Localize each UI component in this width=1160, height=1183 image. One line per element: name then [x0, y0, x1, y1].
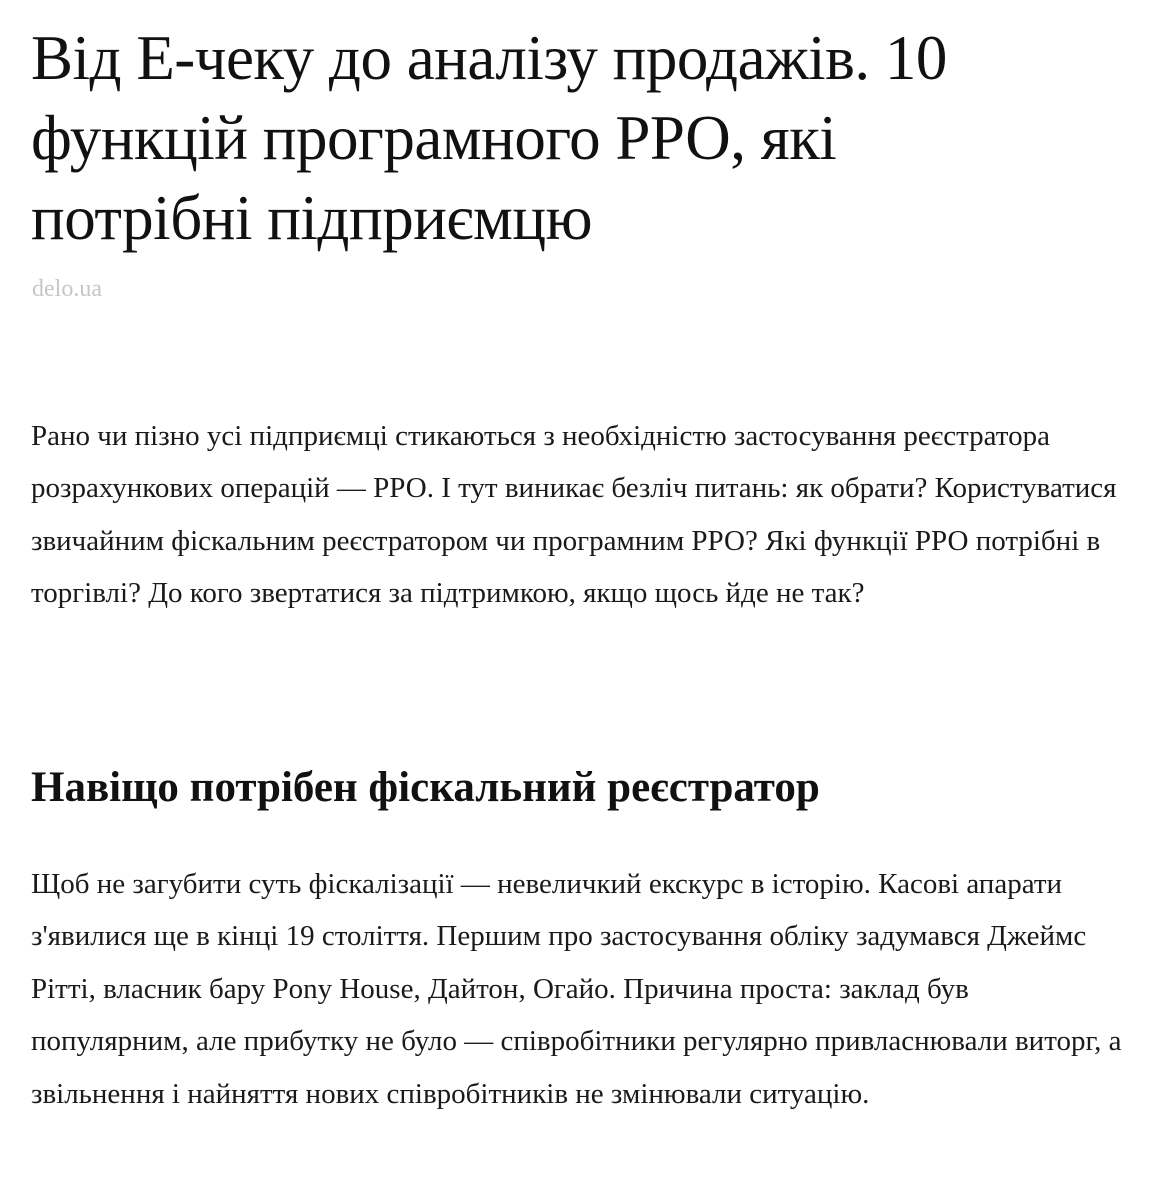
article-source: delo.ua: [32, 276, 102, 302]
intro-paragraph: Рано чи пізно усі підприємці стикаються з необхідністю застосування реєстратора розрахункових операцій — РРО. І тут виникає безліч питань: як обрати? Користуватися звичайним фіскальним реєстратором чи програмним РРО? Які функції РРО потрібні в торгівлі? До кого звертатися за підтримкою, якщо щось йде не так?: [31, 420, 1117, 610]
history-paragraph: Щоб не загубити суть фіскалізації — невеличкий екскурс в історію. Касові апарати з'явилися ще в кінці 19 століття. Першим про застосування обліку задумався Джеймс Рітті, власник бару Pony House, Дайтон, Огайо. Причина проста: заклад був популярним, але прибутку не було — співробітники регулярно привласнювали виторг, а звільнення і найняття нових співробітників не змінювали ситуацію.: [31, 868, 1122, 1110]
article-title: Від Е-чеку до аналізу продажів. 10 функцій програмного РРО, які потрібні підприємцю: [31, 23, 947, 253]
section-heading: Навіщо потрібен фіскальний реєстратор: [31, 764, 820, 811]
